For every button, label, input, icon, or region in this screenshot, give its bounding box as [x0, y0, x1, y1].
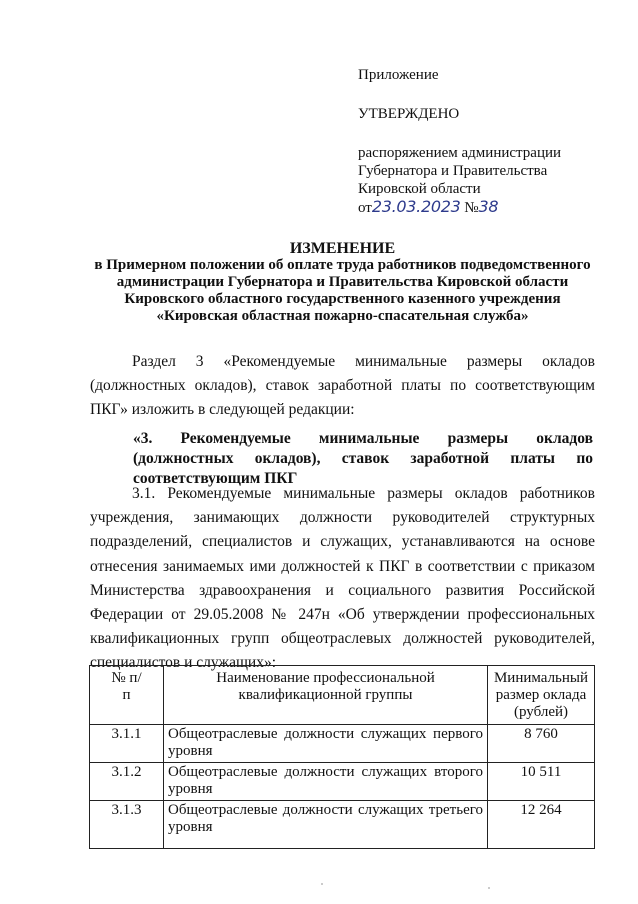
- section-heading: «3. Рекомендуемые минимальные размеры окладов (должностных окладов), ставок заработной платы по соответствующим ПКГ: [133, 430, 593, 487]
- row-name: Общеотраслевые должности служащих первого уровня: [164, 725, 488, 763]
- title-heading: ИЗМЕНЕНИЕ: [289, 240, 396, 257]
- row-salary: 8 760: [488, 725, 595, 763]
- clause-text: 3.1. Рекомендуемые минимальные размеры окладов работников учреждения, занимающих должности руководителей структурных подразделений, специалистов и служащих, устанавливаются на основе отнесения занимаемых ими должностей к ПКГ в соответствии с приказом Министерства здравоохранения и социального развития Российской Федерации от 29.05.2008 № 247н «Об утверждении профессиональных квалификационных групп общеотраслевых должностей руководителей, специалистов и служащих»:: [90, 485, 595, 672]
- approved-label: УТВЕРЖДЕНО: [358, 106, 460, 122]
- document-title: [60, 240, 625, 325]
- header-num: № п/п: [90, 666, 164, 725]
- salary-table: [89, 665, 595, 849]
- table-row: [90, 725, 595, 763]
- header-name: Наименование профессиональной квалификационной группы: [164, 666, 488, 725]
- row-num: 3.1.2: [90, 763, 164, 801]
- intro-text: Раздел 3 «Рекомендуемые минимальные размеры окладов (должностных окладов), ставок заработной платы по соответствующим ПКГ» изложить в следующей редакции:: [90, 353, 595, 418]
- table-header-row: [90, 666, 595, 725]
- title-line-4: «Кировская областная пожарно-спасательная служба»: [156, 308, 529, 324]
- title-line-3: Кировского областного государственного казенного учреждения: [124, 291, 561, 307]
- table-row: [90, 801, 595, 849]
- number-value: 38: [478, 197, 499, 216]
- date-prefix: от: [358, 200, 372, 216]
- table-row: [90, 763, 595, 801]
- approval-line-1: распоряжением администрации: [358, 145, 562, 161]
- approval-block: [358, 66, 628, 217]
- title-line-1: в Примерном положении об оплате труда работников подведомственного: [94, 257, 591, 273]
- approval-date-line: [358, 198, 628, 217]
- scan-speck: [488, 887, 490, 889]
- row-salary: 12 264: [488, 801, 595, 849]
- scan-speck: [321, 883, 323, 885]
- intro-paragraph: [90, 350, 595, 422]
- row-salary: 10 511: [488, 763, 595, 801]
- approval-line-3: Кировской области: [358, 181, 481, 197]
- date-value: 23.03.2023: [371, 197, 461, 216]
- number-prefix: №: [464, 200, 479, 216]
- row-num: 3.1.1: [90, 725, 164, 763]
- approval-line-2: Губернатора и Правительства: [358, 163, 548, 179]
- title-line-2: администрации Губернатора и Правительства Кировской области: [116, 274, 569, 290]
- clause-paragraph: [90, 482, 595, 676]
- row-name: Общеотраслевые должности служащих третьего уровня: [164, 801, 488, 849]
- row-name: Общеотраслевые должности служащих второго уровня: [164, 763, 488, 801]
- appendix-label: Приложение: [358, 67, 439, 83]
- row-num: 3.1.3: [90, 801, 164, 849]
- header-salary: Минимальный размер оклада (рублей): [488, 666, 595, 725]
